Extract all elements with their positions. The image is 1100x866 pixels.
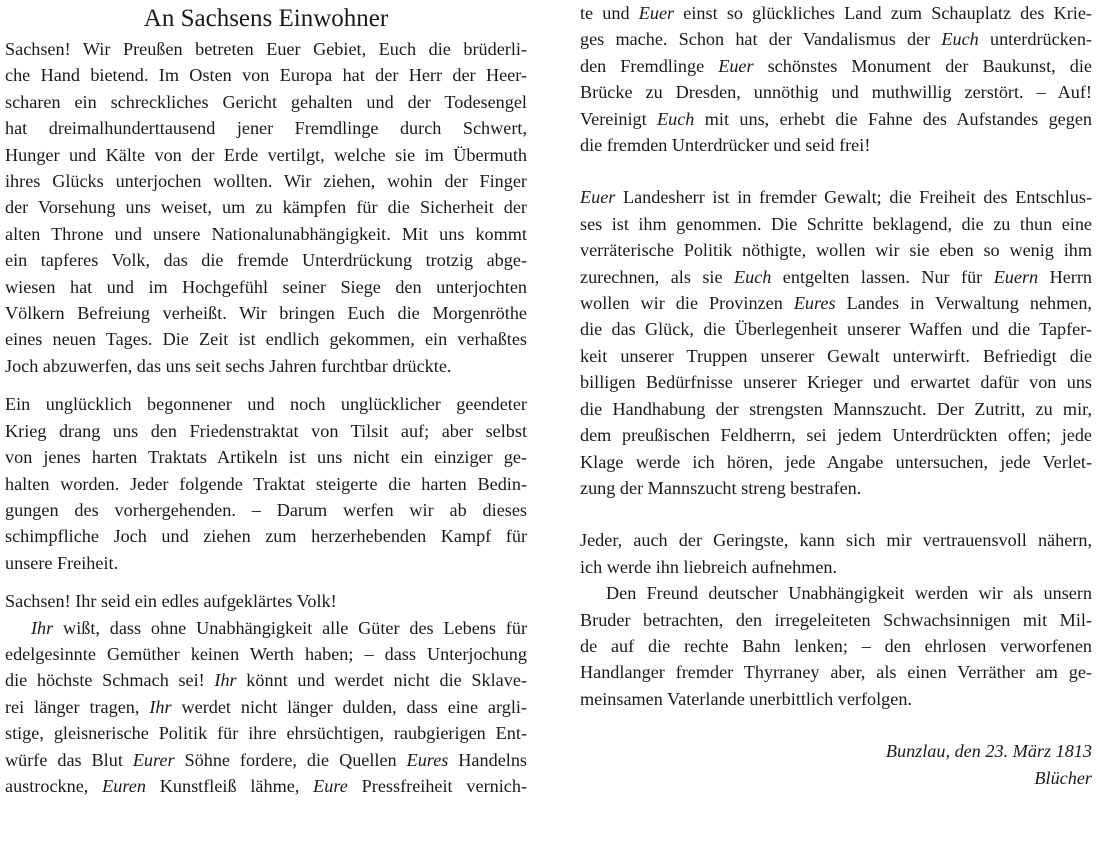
- left-column-text: [5, 36, 527, 799]
- text-line: die das Glück, die Überlegenheit unserer Waffen und die Tapfer-: [580, 319, 1092, 340]
- signature-line: [580, 738, 1092, 764]
- text-line: Brücke zu Dresden, unnöthig und muthwillig zerstört. – Auf!: [580, 82, 1092, 103]
- emphasis-text: Euren: [102, 775, 146, 796]
- text-line: Den Freund deutscher Unabhängigkeit werden wir als unsern: [606, 583, 1092, 604]
- emphasis-text: Ihr: [214, 670, 237, 691]
- text-line: de auf die rechte Bahn lenken; – den ehrlosen verworfenen: [580, 635, 1092, 656]
- emphasis-text: Euch: [941, 29, 979, 50]
- emphasis-text: Blücher: [1034, 767, 1092, 788]
- paragraph-gap: [5, 576, 527, 588]
- text-line: [580, 290, 1092, 316]
- text-line: [5, 615, 527, 641]
- text-line: gungen des vorhergehenden. – Darum werfen wir ab dieses: [5, 499, 527, 520]
- text-line: Sachsen! Ihr seid ein edles aufgeklärtes Volk!: [5, 591, 337, 612]
- text-line: Krieg drang uns den Friedenstraktat von Tilsit auf; aber selbst: [5, 420, 527, 441]
- text-run: wißt, dass ohne Unabhängigkeit alle Güter des Lebens für: [53, 617, 527, 638]
- left-column: [5, 0, 527, 799]
- text-run: wollen wir die Provinzen: [580, 293, 794, 314]
- text-line: [5, 694, 527, 720]
- emphasis-text: Euer: [580, 187, 616, 208]
- text-run: Söhne fordere, die Quellen: [174, 749, 407, 770]
- text-line: schimpfliche Joch und ziehen zum herzerhebenden Kampf für: [5, 526, 527, 547]
- text-run: unterdrücken-: [978, 29, 1092, 50]
- text-line: keit unserer Truppen unserer Gewalt unterwirft. Befriedigt die: [580, 345, 1092, 366]
- emphasis-text: Eurer: [132, 749, 175, 770]
- document-title: An Sachsens Einwohner: [143, 5, 389, 32]
- text-line: die fremden Unterdrücker und seid frei!: [580, 135, 871, 156]
- text-run: entgelten lassen. Nur für: [771, 266, 994, 287]
- text-run: den Fremdlinge: [580, 55, 719, 76]
- emphasis-text: Euern: [993, 266, 1039, 287]
- text-run: Kunstfleiß lähme,: [145, 775, 314, 796]
- text-run: te und: [580, 3, 639, 23]
- text-run: Vereinigt: [580, 108, 658, 129]
- text-line: [580, 26, 1092, 52]
- text-run: zurechnen, als sie: [580, 266, 734, 287]
- emphasis-text: Eures: [406, 749, 449, 770]
- emphasis-text: Euch: [657, 108, 695, 129]
- text-line: Klage werde ich hören, jede Angabe untersuchen, jede Verlet-: [580, 451, 1092, 472]
- text-run: schönstes Monument der Baukunst, die: [753, 55, 1092, 76]
- text-run: rei länger tragen,: [5, 696, 150, 717]
- text-line: Bruder betrachten, den irregeleiteten Schwachsinnigen mit Mil-: [580, 609, 1092, 630]
- text-line: die Handhabung der strengsten Mannszucht. Der Zutritt, zu mir,: [580, 398, 1092, 419]
- emphasis-text: Eures: [793, 293, 836, 314]
- text-run: Handelns: [448, 749, 527, 770]
- text-line: zung der Mannszucht streng bestrafen.: [580, 477, 862, 498]
- text-run: einst so glückliches Land zum Schauplatz des Krie-: [674, 3, 1092, 23]
- text-line: billigen Bedürfnisse unserer Krieger und erwartet dafür von uns: [580, 372, 1092, 393]
- text-line: stige, gleisnerische Politik für ihre ehrsüchtigen, raubgierigen Ent-: [5, 723, 527, 744]
- text-line: Ein unglücklich begonnener und noch unglücklicher geendeter: [5, 394, 527, 415]
- text-run: könnt und werdet nicht die Sklave-: [236, 670, 527, 691]
- text-run: austrockne,: [5, 775, 103, 796]
- signature-line: [580, 765, 1092, 791]
- text-line: [580, 53, 1092, 79]
- paragraph-gap: [5, 379, 527, 391]
- text-run: Pressfreiheit vernich-: [347, 775, 527, 796]
- text-line: alten Throne und unsere Nationalunabhängigkeit. Mit uns kommt: [5, 223, 527, 244]
- text-line: [5, 747, 527, 773]
- text-line: Sachsen! Wir Preußen betreten Euer Gebiet, Euch die brüderli-: [5, 39, 527, 59]
- emphasis-text: Euch: [733, 266, 772, 287]
- text-line: unsere Freiheit.: [5, 552, 119, 573]
- text-line: [580, 0, 1092, 26]
- text-line: scharen ein schreckliches Gericht gehalten und der Todesengel: [5, 91, 527, 112]
- emphasis-text: Ihr: [31, 617, 54, 638]
- emphasis-text: Bunzlau, den 23. März 1813: [885, 741, 1092, 762]
- emphasis-text: Euer: [638, 3, 675, 23]
- text-line: der Vorsehung uns weiset, um zu kämpfen für die Sicherheit der: [5, 197, 527, 218]
- emphasis-text: Euer: [718, 55, 754, 76]
- text-line: ihres Glücks unterjochen wollten. Wir ziehen, wohin der Finger: [5, 171, 527, 192]
- text-line: Jeder, auch der Geringste, kann sich mir vertrauensvoll nähern,: [580, 530, 1092, 551]
- text-line: meinsamen Vaterlande unerbittlich verfolgen.: [580, 688, 912, 709]
- text-run: Herrn: [1038, 266, 1092, 287]
- text-line: edelgesinnte Gemüther keinen Werth haben; – dass Unterjochung: [5, 643, 527, 664]
- text-line: dem preußischen Feldherrn, sei jedem Unterdrückten offen; jede: [580, 425, 1092, 446]
- text-line: ses ist ihm genommen. Die Schritte beklagend, die zu thun eine: [580, 213, 1092, 234]
- text-run: Landesherr ist in fremder Gewalt; die Freiheit des Entschlus-: [615, 187, 1092, 208]
- text-line: von jenes harten Traktats Artikeln ist uns nicht ein einziger ge-: [5, 447, 527, 468]
- text-line: ein tapferes Volk, das die fremde Unterdrückung trotzig abge-: [5, 250, 527, 271]
- emphasis-text: Ihr: [149, 696, 172, 717]
- text-run: die höchste Schmach sei!: [5, 670, 215, 691]
- text-line: [580, 264, 1092, 290]
- text-line: [580, 106, 1092, 132]
- text-line: [5, 667, 527, 693]
- paragraph-gap: [580, 712, 1092, 738]
- text-line: Hunger und Kälte von der Erde vertilgt, welche sie im Übermuth: [5, 144, 527, 165]
- text-run: würfe das Blut: [5, 749, 133, 770]
- right-column-text: [580, 0, 1092, 791]
- text-run: Landes in Verwaltung nehmen,: [835, 293, 1092, 314]
- text-line: halten worden. Jeder folgende Traktat steigerte die harten Bedin-: [5, 473, 527, 494]
- text-line: Völkern Befreiung verheißt. Wir bringen Euch die Morgenröthe: [5, 303, 527, 324]
- text-run: mit uns, erhebt die Fahne des Aufstandes gegen: [694, 108, 1092, 129]
- text-line: che Hand bietend. Im Osten von Europa hat der Herr der Heer-: [5, 65, 527, 86]
- text-run: werdet nicht länger dulden, dass eine argli-: [171, 696, 527, 717]
- right-column: [580, 0, 1092, 791]
- emphasis-text: Eure: [313, 775, 348, 796]
- text-run: ges mache. Schon hat der Vandalismus der: [580, 29, 942, 50]
- paragraph-gap: [580, 501, 1092, 527]
- text-line: Handlanger fremder Thyrraney aber, als einen Verräther am ge-: [580, 662, 1092, 683]
- text-line: [580, 184, 1092, 210]
- text-line: eines neuen Tages. Die Zeit ist endlich gekommen, ein verhaßtes: [5, 329, 527, 350]
- paragraph-gap: [580, 158, 1092, 184]
- text-line: ich werde ihn liebreich aufnehmen.: [580, 556, 838, 577]
- text-line: Joch abzuwerfen, das uns seit sechs Jahren furchtbar drückte.: [5, 355, 452, 376]
- text-line: wiesen hat und im Hochgefühl seiner Siege den unterjochten: [5, 276, 527, 297]
- text-line: [5, 773, 527, 799]
- text-line: hat dreimalhunderttausend jener Fremdlinge durch Schwert,: [5, 118, 527, 139]
- text-line: verräterische Politik nöthigte, wollen wir sie eben so wenig ihm: [580, 240, 1092, 261]
